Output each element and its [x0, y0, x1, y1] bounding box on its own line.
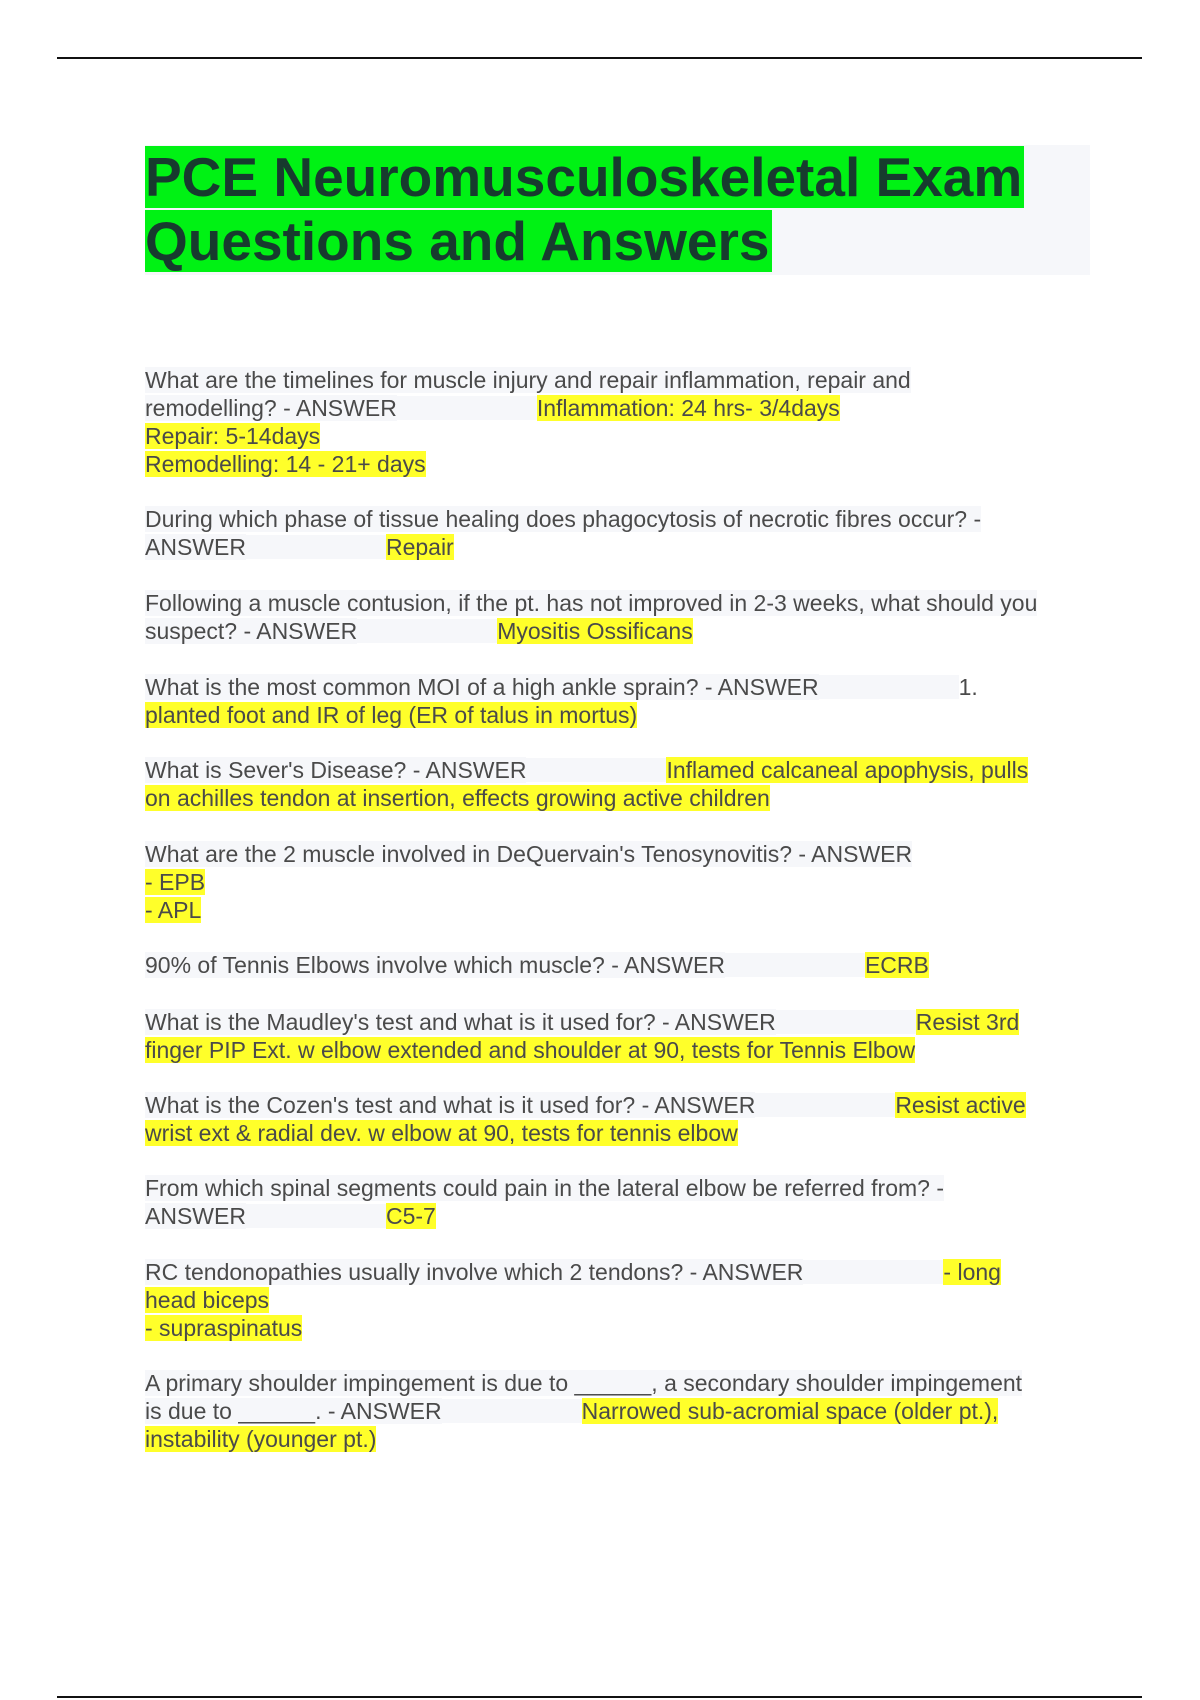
- answer-text: Myositis Ossificans: [497, 618, 693, 644]
- qa-item: [145, 1369, 1090, 1453]
- answer-text: C5-7: [385, 1203, 436, 1229]
- document-title: [145, 145, 1090, 273]
- answer-text: Remodelling: 14 - 21+ days: [145, 451, 426, 477]
- question-text: Following a muscle contusion, if the pt. has not improved in 2-3 weeks, what should you: [145, 590, 1038, 616]
- question-text: What is the Cozen's test and what is it used for? - ANSWER: [145, 1092, 756, 1118]
- qa-item: [145, 366, 1090, 478]
- question-text: is due to ______. - ANSWER: [145, 1398, 442, 1424]
- answer-text: ECRB: [864, 952, 929, 978]
- title-block: [145, 145, 1090, 275]
- answer-text: planted foot and IR of leg (ER of talus in mortus): [145, 702, 638, 728]
- answer-text: Resist 3rd: [915, 1009, 1020, 1035]
- answer-text: finger PIP Ext. w elbow extended and shoulder at 90, tests for Tennis Elbow: [145, 1037, 916, 1063]
- header-rule: [57, 57, 1142, 59]
- question-text: What are the 2 muscle involved in DeQuervain's Tenosynovitis? - ANSWER: [145, 841, 913, 867]
- answer-text: Repair: 5-14days: [145, 423, 321, 449]
- question-text: suspect? - ANSWER: [145, 618, 358, 644]
- question-text: What is the Maudley's test and what is it used for? - ANSWER: [145, 1009, 776, 1035]
- answer-text: on achilles tendon at insertion, effects growing active children: [145, 785, 770, 811]
- answer-text: Repair: [385, 534, 454, 560]
- answer-text: Inflammation: 24 hrs- 3/4days: [536, 395, 840, 421]
- question-text: remodelling? - ANSWER: [145, 395, 397, 421]
- question-text: What is the most common MOI of a high ankle sprain? - ANSWER: [145, 674, 819, 700]
- answer-text: 1.: [958, 674, 978, 700]
- question-text: 90% of Tennis Elbows involve which muscle? - ANSWER: [145, 952, 725, 978]
- answer-text: - supraspinatus: [145, 1315, 303, 1341]
- answer-text: - long: [943, 1259, 1001, 1285]
- qa-item: [145, 1008, 1090, 1064]
- title-line-2: Questions and Answers: [145, 210, 770, 272]
- title-line-1: PCE Neuromusculoskeletal Exam: [145, 146, 1023, 208]
- answer-text: - APL: [145, 897, 202, 923]
- answer-text: instability (younger pt.): [145, 1426, 377, 1452]
- qa-item: [145, 1091, 1090, 1147]
- answer-text: Narrowed sub-acromial space (older pt.),: [581, 1398, 999, 1424]
- footer-rule: [57, 1696, 1142, 1698]
- qa-item: [145, 673, 1090, 729]
- qa-item: [145, 505, 1090, 561]
- question-text: RC tendonopathies usually involve which 2 tendons? - ANSWER: [145, 1259, 804, 1285]
- answer-text: Resist active: [895, 1092, 1026, 1118]
- answer-text: head biceps: [145, 1287, 270, 1313]
- qa-item: [145, 589, 1090, 645]
- question-text: During which phase of tissue healing does phagocytosis of necrotic fibres occur? -: [145, 506, 982, 532]
- qa-item: [145, 1174, 1090, 1230]
- question-text: A primary shoulder impingement is due to ______, a secondary shoulder impingement: [145, 1370, 1023, 1396]
- question-text: From which spinal segments could pain in the lateral elbow be referred from? -: [145, 1175, 944, 1201]
- answer-text: wrist ext & radial dev. w elbow at 90, tests for tennis elbow: [145, 1120, 738, 1146]
- qa-item: [145, 756, 1090, 812]
- question-text: ANSWER: [145, 534, 246, 560]
- qa-item: [145, 840, 1090, 924]
- answer-text: - EPB: [145, 869, 206, 895]
- answer-text: Inflamed calcaneal apophysis, pulls: [666, 757, 1029, 783]
- question-text: What are the timelines for muscle injury and repair inflammation, repair and: [145, 367, 911, 393]
- qa-item: [145, 951, 1090, 979]
- qa-item: [145, 1258, 1090, 1342]
- question-text: ANSWER: [145, 1203, 246, 1229]
- question-text: What is Sever's Disease? - ANSWER: [145, 757, 527, 783]
